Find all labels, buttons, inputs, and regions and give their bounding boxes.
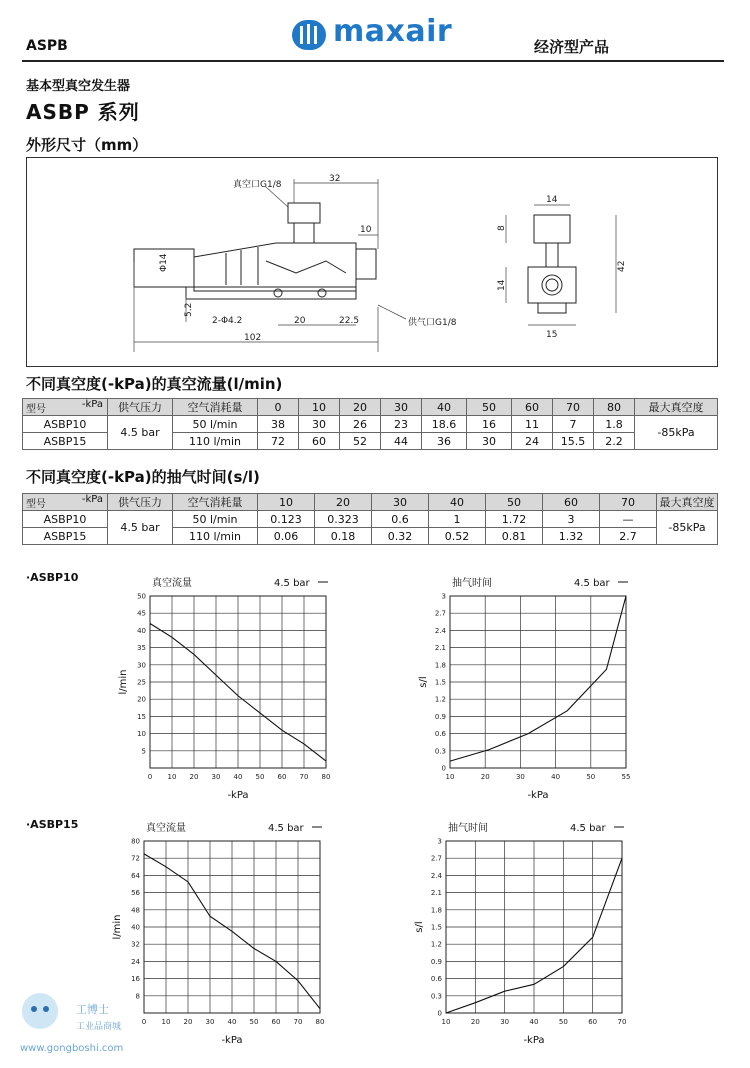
x-tick-label: 20 xyxy=(480,773,490,781)
header-kpa: 20 xyxy=(315,494,372,511)
y-tick-label: 24 xyxy=(131,957,140,966)
table-row: ASBP10 4.5 bar 50 l/min 0.123 0.323 0.6 1 1.72 3 — -85kPa xyxy=(23,511,718,528)
chart-legend-label: 4.5 bar xyxy=(274,578,310,589)
model-cell: ASBP10 xyxy=(23,511,108,528)
chart-title: 真空流量 xyxy=(152,578,192,589)
header-kpa: 70 xyxy=(600,494,657,511)
header-kpa: 40 xyxy=(422,399,467,416)
y-tick-label: 64 xyxy=(131,871,140,880)
y-tick-label: 30 xyxy=(137,661,146,670)
x-tick-label: 40 xyxy=(529,1018,539,1026)
y-tick-label: 40 xyxy=(131,923,140,932)
dim-phi14: Φ14 xyxy=(159,253,169,272)
dim-10: 10 xyxy=(360,225,372,235)
chart-title: 抽气时间 xyxy=(452,578,492,589)
brand-name: maxair xyxy=(333,14,453,49)
y-tick-label: 1.5 xyxy=(434,678,446,687)
x-tick-label: 70 xyxy=(299,773,309,781)
y-tick-label: 15 xyxy=(137,712,146,721)
header-kpa: 80 xyxy=(594,399,635,416)
y-tick-label: 35 xyxy=(137,644,146,653)
header-kpa: 60 xyxy=(512,399,553,416)
x-tick-label: 80 xyxy=(315,1018,325,1026)
air-cell: 110 l/min xyxy=(173,528,258,545)
asbp10-time-chart xyxy=(410,572,650,804)
header-supply: 供气压力 xyxy=(108,494,173,511)
y-tick-label: 3 xyxy=(437,837,442,846)
x-tick-label: 60 xyxy=(277,773,287,781)
series-line xyxy=(450,596,626,761)
header-kpa: 0 xyxy=(258,399,299,416)
y-tick-label: 0.3 xyxy=(434,747,446,756)
flow-table-heading: 不同真空度(-kPa)的真空流量(l/min) xyxy=(26,375,283,393)
gongboshi-watermark xyxy=(18,985,158,1060)
chart-legend-label: 4.5 bar xyxy=(570,823,606,834)
x-axis-label: -kPa xyxy=(523,1035,545,1046)
y-tick-label: 0 xyxy=(437,1009,442,1018)
dimensions-heading: 外形尺寸（mm） xyxy=(26,136,148,154)
series-code: ASPB xyxy=(26,38,68,54)
model-cell: ASBP15 xyxy=(23,528,108,545)
y-tick-label: 72 xyxy=(131,854,140,863)
header-kpa: 40 xyxy=(429,494,486,511)
flow-table xyxy=(22,398,718,450)
side-dim-14-top: 14 xyxy=(546,195,558,205)
x-tick-label: 10 xyxy=(441,1018,451,1026)
dimension-drawing xyxy=(26,157,718,367)
y-tick-label: 10 xyxy=(137,730,146,739)
x-tick-label: 55 xyxy=(621,773,631,781)
chart-legend-label: 4.5 bar xyxy=(268,823,304,834)
header-kpa: 20 xyxy=(340,399,381,416)
air-cell: 50 l/min xyxy=(173,416,258,433)
header-rule xyxy=(22,60,724,62)
max-cell: -85kPa xyxy=(657,511,718,545)
vacuum-port-label: 真空口G1/8 xyxy=(233,180,282,190)
y-tick-label: 20 xyxy=(137,695,146,704)
y-tick-label: 1.8 xyxy=(430,906,442,915)
time-table-heading: 不同真空度(-kPa)的抽气时间(s/l) xyxy=(26,468,260,486)
y-tick-label: 16 xyxy=(131,975,140,984)
max-cell: -85kPa xyxy=(635,416,718,450)
x-axis-label: -kPa xyxy=(527,790,549,801)
y-tick-label: 2.4 xyxy=(430,871,442,880)
header-kpa: 10 xyxy=(299,399,340,416)
x-axis-label: -kPa xyxy=(227,790,249,801)
supply-cell: 4.5 bar xyxy=(108,511,173,545)
side-dim-42: 42 xyxy=(617,260,627,272)
x-tick-label: 10 xyxy=(445,773,455,781)
x-tick-label: 0 xyxy=(141,1018,147,1026)
holes-label: 2-Φ4.2 xyxy=(212,316,243,326)
y-tick-label: 2.7 xyxy=(434,609,446,618)
y-tick-label: 25 xyxy=(137,678,146,687)
table-header-row xyxy=(23,399,718,416)
header-air: 空气消耗量 xyxy=(173,399,258,416)
y-tick-label: 1.5 xyxy=(430,923,442,932)
header-max: 最大真空度 xyxy=(657,494,718,511)
header-kpa: 70 xyxy=(553,399,594,416)
side-dim-15: 15 xyxy=(546,330,558,340)
y-tick-label: 0.3 xyxy=(430,992,442,1001)
header-corner-cell: -kPa 型号 xyxy=(23,494,108,511)
header-kpa: 30 xyxy=(372,494,429,511)
header-kpa: 50 xyxy=(467,399,512,416)
y-tick-label: 0.6 xyxy=(430,975,442,984)
side-dim-8: 8 xyxy=(497,225,507,231)
x-tick-label: 30 xyxy=(205,1018,215,1026)
model-cell: ASBP15 xyxy=(23,433,108,450)
x-tick-label: 20 xyxy=(189,773,199,781)
y-tick-label: 2.1 xyxy=(434,644,446,653)
y-tick-label: 0.6 xyxy=(434,730,446,739)
x-tick-label: 10 xyxy=(161,1018,171,1026)
x-tick-label: 70 xyxy=(617,1018,627,1026)
x-tick-label: 50 xyxy=(249,1018,259,1026)
model-cell: ASBP10 xyxy=(23,416,108,433)
header-kpa: 30 xyxy=(381,399,422,416)
x-tick-label: 80 xyxy=(321,773,331,781)
chart-legend-label: 4.5 bar xyxy=(574,578,610,589)
side-dim-14: 14 xyxy=(497,279,507,291)
header-corner-cell: -kPa 型号 xyxy=(23,399,108,416)
x-tick-label: 0 xyxy=(147,773,153,781)
table-row: ASBP15 110 l/min 72 60 52 44 36 30 24 15.5 2.2 xyxy=(23,433,718,450)
y-axis-label: s/l xyxy=(414,921,425,933)
header-kpa: 50 xyxy=(486,494,543,511)
y-axis-label: l/min xyxy=(112,914,123,940)
table-row: ASBP10 4.5 bar 50 l/min 38 30 26 23 18.6 16 11 7 1.8 -85kPa xyxy=(23,416,718,433)
y-tick-label: 32 xyxy=(131,940,140,949)
y-tick-label: 2.7 xyxy=(430,854,442,863)
y-tick-label: 1.2 xyxy=(430,940,442,949)
watermark-sub: 工业品商城 xyxy=(76,1022,122,1032)
x-tick-label: 50 xyxy=(586,773,596,781)
x-tick-label: 60 xyxy=(271,1018,281,1026)
x-tick-label: 40 xyxy=(233,773,243,781)
x-tick-label: 20 xyxy=(183,1018,193,1026)
x-tick-label: 10 xyxy=(167,773,177,781)
header-air: 空气消耗量 xyxy=(173,494,258,511)
dim-32: 32 xyxy=(329,174,341,184)
y-tick-label: 3 xyxy=(441,592,446,601)
header-kpa: 60 xyxy=(543,494,600,511)
x-tick-label: 70 xyxy=(293,1018,303,1026)
y-axis-label: l/min xyxy=(118,669,129,695)
x-tick-label: 40 xyxy=(551,773,561,781)
x-tick-label: 20 xyxy=(470,1018,480,1026)
category-label: 经济型产品 xyxy=(534,38,610,56)
y-tick-label: 2.4 xyxy=(434,626,446,635)
header-max: 最大真空度 xyxy=(635,399,718,416)
asbp15-label: ·ASBP15 xyxy=(26,818,79,831)
y-tick-label: 0 xyxy=(441,764,446,773)
y-tick-label: 1.2 xyxy=(434,695,446,704)
x-tick-label: 60 xyxy=(588,1018,598,1026)
y-tick-label: 0.9 xyxy=(434,712,446,721)
y-tick-label: 48 xyxy=(131,906,140,915)
y-tick-label: 1.8 xyxy=(434,661,446,670)
asbp10-flow-chart xyxy=(110,572,350,804)
dim-22-5: 22.5 xyxy=(339,316,360,326)
chart-title: 抽气时间 xyxy=(448,823,488,834)
y-tick-label: 56 xyxy=(131,889,140,898)
air-cell: 50 l/min xyxy=(173,511,258,528)
mascot-icon xyxy=(22,993,58,1029)
dim-5-2: 5.2 xyxy=(184,302,194,317)
dim-102: 102 xyxy=(244,333,262,343)
supply-port-label: 供气口G1/8 xyxy=(408,318,457,328)
asbp15-time-chart xyxy=(406,817,646,1049)
y-tick-label: 80 xyxy=(131,837,140,846)
table-row: ASBP15 110 l/min 0.06 0.18 0.32 0.52 0.81 1.32 2.7 xyxy=(23,528,718,545)
watermark-url: www.gongboshi.com xyxy=(20,1043,124,1054)
dim-20: 20 xyxy=(294,316,306,326)
table-header-row xyxy=(23,494,718,511)
y-tick-label: 2.1 xyxy=(430,889,442,898)
y-tick-label: 50 xyxy=(137,592,146,601)
x-axis-label: -kPa xyxy=(221,1035,243,1046)
y-tick-label: 0.9 xyxy=(430,957,442,966)
y-tick-label: 45 xyxy=(137,609,146,618)
air-cell: 110 l/min xyxy=(173,433,258,450)
x-tick-label: 50 xyxy=(558,1018,568,1026)
x-tick-label: 30 xyxy=(211,773,221,781)
product-subtitle: 基本型真空发生器 xyxy=(26,79,131,94)
x-tick-label: 30 xyxy=(515,773,525,781)
product-title: ASBP 系列 xyxy=(26,100,140,124)
header-supply: 供气压力 xyxy=(108,399,173,416)
y-tick-label: 5 xyxy=(141,747,146,756)
watermark-brand: 工博士 xyxy=(76,1003,109,1016)
x-tick-label: 40 xyxy=(227,1018,237,1026)
y-axis-label: s/l xyxy=(418,676,429,688)
supply-cell: 4.5 bar xyxy=(108,416,173,450)
y-tick-label: 8 xyxy=(135,992,140,1001)
time-table xyxy=(22,493,718,545)
y-tick-label: 40 xyxy=(137,626,146,635)
asbp10-label: ·ASBP10 xyxy=(26,571,79,584)
x-tick-label: 30 xyxy=(500,1018,510,1026)
chart-title: 真空流量 xyxy=(146,823,186,834)
x-tick-label: 50 xyxy=(255,773,265,781)
header-kpa: 10 xyxy=(258,494,315,511)
